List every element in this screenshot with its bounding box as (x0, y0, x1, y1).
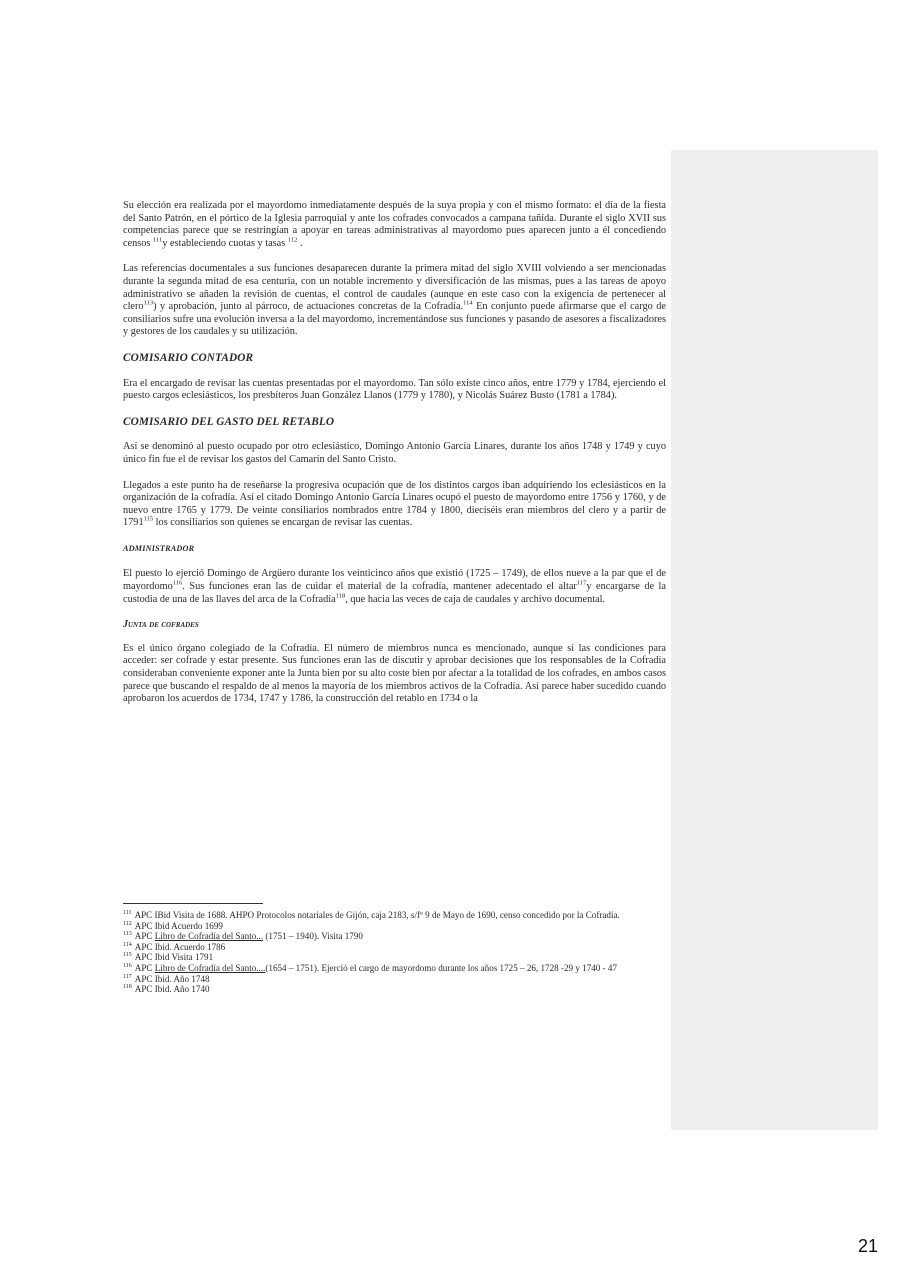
footnote-text: APC Ibid. Año 1748 (134, 973, 210, 984)
paragraph-text: Las referencias documentales a sus funciones desaparecen durante la primera mitad del siglo XVIII volviendo a ser mencionadas durante la segunda mitad de esa centuria, con un notable incremento y diversificación de las mismas, pues a las tareas de apoyo administrativo se añaden la revisión de cuentas, el control de caudales (aunque en este caso con la exigencia de pertenecer al clero (123, 263, 666, 313)
heading-administrador: ADMINISTRADOR (123, 543, 195, 553)
paragraph (123, 568, 666, 606)
footnote-ref[interactable]: 113 (143, 299, 154, 307)
footnote-book-title: Libro de Cofradía del Santo... (154, 931, 264, 942)
footnote-text: APC Ibid Acuerdo 1699 (134, 920, 223, 931)
footnote-text: (1751 – 1940). Visita 1790 (263, 931, 363, 942)
footnote-number: 116 (123, 962, 132, 969)
footnote (123, 921, 666, 932)
footnote-text: (1654 – 1751). Ejerció el cargo de mayordomo durante los años 1725 – 26, 1728 -29 y 1740 - 47 (265, 962, 618, 973)
footnote-ref[interactable]: 115 (143, 515, 154, 523)
paragraph-text: . (299, 237, 303, 249)
footnote-number: 115 (123, 952, 132, 959)
footnote-ref[interactable]: 111 (153, 236, 163, 244)
footnote-book-title: Libro de Cofradía del Santo.... (154, 962, 266, 973)
footnote-number: 118 (123, 984, 132, 991)
footnote-text: APC IBid Visita de 1688. AHPO Protocolos notariales de Gijón, caja 2183, s/fº 9 de Mayo de 1690, censo concedido por la Cofradía. (134, 910, 620, 920)
footnote-ref[interactable]: 116 (172, 579, 183, 587)
paragraph-text: ) y aprobación, junto al párroco, de actuaciones concretas de la Cofradía. (153, 301, 464, 313)
paragraph-text: y estableciendo cuotas y tasas (162, 237, 286, 249)
footnote-text: APC Ibid. Acuerdo 1786 (134, 941, 226, 952)
footnote-ref[interactable]: 117 (576, 579, 587, 587)
comment-margin-panel (671, 150, 878, 1130)
footnote (123, 931, 666, 942)
paragraph-text: Llegados a este punto ha de reseñarse la progresiva ocupación que de los distintos cargos iban adquiriendo los eclesiásticos en la organización de la cofradía. Así el citado Domingo Antonio García Linares ocupó el puesto de mayordomo entre 1756 y 1760, y de nuevo entre 1765 y 1779. De veinte consiliarios nombrados entre 1784 y 1800, dieciséis eran miembros del clero y a partir de 1791 (123, 479, 666, 529)
footnote (123, 942, 666, 953)
paragraph-text: El puesto lo ejerció Domingo de Argüero durante los veinticinco años que existió (1725 – 1749), de ellos nueve a la par que el de mayordomo (123, 568, 666, 593)
footnote-ref[interactable]: 112 (287, 236, 298, 244)
footnote (123, 963, 666, 974)
footnote-ref[interactable]: 114 (463, 299, 473, 307)
heading-junta-cofrades: Junta de cofrades (123, 619, 199, 631)
paragraph (123, 200, 666, 250)
paragraph-text: Su elección era realizada por el mayordomo inmediatamente después de la suya propia y con el mismo formato: el día de la fiesta del Santo Patrón, en el pórtico de la Iglesia parroquial y ante los cofrades convocados a campana tañida. Durante el siglo XVII sus competencias parece que se restringían a apoyar en tareas administrativas al mayordomo pues aparecen junto a él concediendo censos (123, 200, 666, 249)
footnote-number: 113 (123, 931, 132, 938)
paragraph (123, 480, 666, 530)
paragraph-text: En conjunto puede afirmarse que el cargo de consiliarios sufre una evolución inversa a la del mayordomo, incrementándose sus funciones y pasando de asesores a fiscalizadores y gestores de los caudales y su utilización. (123, 301, 666, 338)
footnote-number: 112 (123, 920, 132, 927)
footnote (123, 952, 666, 963)
footnote-text: APC (134, 962, 155, 973)
paragraph: Es el único órgano colegiado de la Cofradía. El número de miembros nunca es mencionado, aunque si las condiciones para acceder: ser cofrade y estar presente. Sus funciones eran las de discutir y aprobar decisiones que los responsables de la Cofradía consideraban conveniente exponer ante la Junta bien por su alto coste bien por afectar a la totalidad de los cofrades, en ambos casos parece que buscando el respaldo de al menos la mayoría de los miembros activos de la Cofradía. Así parece haber sucedido cuando aprobaron los acuerdos de 1734, 1747 y 1786, la construcción del retablo en 1734 o la (123, 642, 666, 705)
paragraph (123, 263, 666, 339)
heading-comisario-contador: COMISARIO CONTADOR (123, 351, 254, 364)
paragraph: Así se denominó al puesto ocupado por otro eclesiástico, Domingo Antonio García Linares, durante los años 1748 y 1749 y cuyo único fin fue el de revisar los gastos del Camarín del Santo Cristo. (123, 441, 666, 465)
footnote-number: 111 (123, 909, 132, 916)
footnote-separator (123, 903, 263, 904)
heading-comisario-retablo: COMISARIO DEL GASTO DEL RETABLO (123, 415, 335, 428)
footnote-number: 114 (123, 941, 132, 948)
footnote-ref[interactable]: 118 (335, 592, 346, 600)
paragraph-text: , que hacia las veces de caja de caudales y archivo documental. (345, 593, 606, 605)
page-number: 21 (858, 1236, 879, 1256)
paragraph-text: los consiliarios son quienes se encargan de revisar las cuentas. (153, 517, 413, 529)
paragraph: Era el encargado de revisar las cuentas presentadas por el mayordomo. Tan sólo existe cinco años, entre 1779 y 1784, ejerciendo el puesto cargos eclesiásticos, los presbíteros Juan González Llanos (1779 y 1780), y Nicolás Suárez Busto (1781 a 1784). (123, 377, 666, 402)
footnote (123, 974, 666, 985)
footnote-text: APC Ibid Visita 1791 (134, 952, 214, 963)
paragraph-text: . Sus funciones eran las de cuidar el material de la cofradía, mantener adecentado el altar (182, 581, 577, 593)
footnote (123, 984, 666, 995)
footnote-text: APC Ibid. Año 1740 (134, 984, 210, 995)
footnote (123, 910, 666, 921)
footnotes (123, 910, 666, 995)
paragraph-text: y encargarse de la custodia de una de las llaves del arca de la Cofradía (123, 581, 666, 605)
footnote-text: APC (134, 931, 155, 942)
document-body (123, 200, 666, 719)
footnote-number: 117 (123, 973, 132, 980)
